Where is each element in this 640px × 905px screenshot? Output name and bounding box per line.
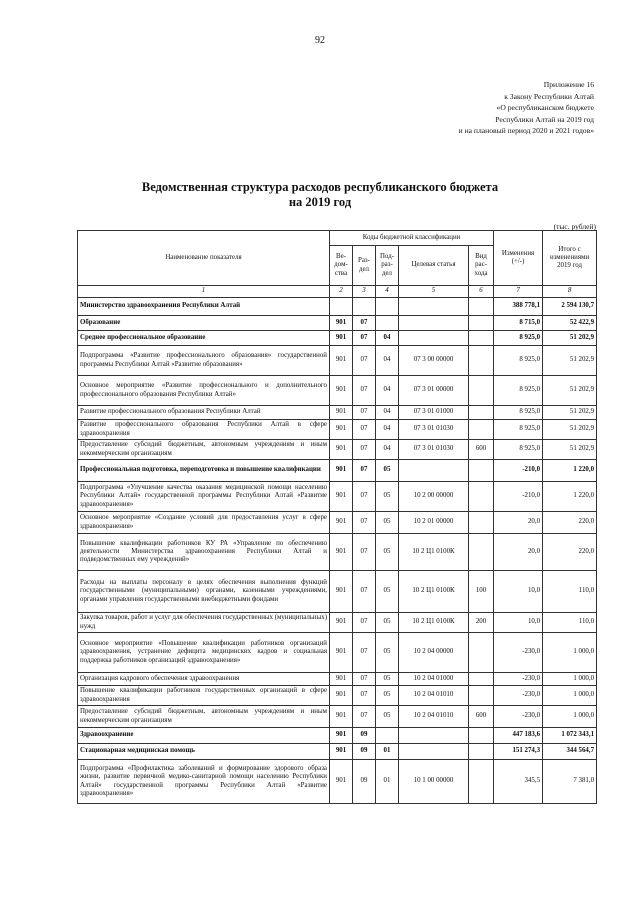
table-row [78,298,597,316]
appendix-line: и на плановый период 2020 и 2021 годов» [458,126,594,136]
row-change: -230,0 [494,706,543,728]
column-index: 2 [330,286,353,298]
table-row [78,686,597,706]
row-target-code [399,331,469,346]
table-row [78,376,597,406]
row-name: Профессиональная подготовка, переподготовка и повышение квалификации [78,460,330,482]
table-row [78,406,597,420]
row-name: Образование [78,316,330,331]
row-target-code: 10 2 04 01010 [399,706,469,728]
row-target-code: 07 3 01 01000 [399,406,469,420]
row-ved-code: 901 [330,346,353,376]
row-razdel-code: 07 [353,406,376,420]
row-razdel-code: 07 [353,376,376,406]
table-row [78,673,597,686]
row-vid-code [469,331,494,346]
row-name: Министерство здравоохранения Республики Алтай [78,298,330,316]
row-change: 8 925,0 [494,420,543,440]
row-total: 1 000,0 [543,686,597,706]
row-total: 51 202,9 [543,406,597,420]
row-podrazdel-code: 04 [376,346,399,376]
row-target-code: 07 3 01 01030 [399,420,469,440]
row-target-code [399,744,469,760]
row-name: Основное мероприятие «Развитие профессионального и дополнительного профессионального образования Республики Алтай» [78,376,330,406]
row-name: Подпрограмма «Улучшение качества оказания медицинской помощи населению Республики Алтай» государственной программы Республики Алтай «Развитие здравоохранения» [78,482,330,512]
row-ved-code: 901 [330,728,353,744]
table-row [78,706,597,728]
row-razdel-code: 09 [353,728,376,744]
row-podrazdel-code: 05 [376,571,399,613]
row-change: 447 183,6 [494,728,543,744]
row-target-code [399,728,469,744]
row-razdel-code: 07 [353,686,376,706]
table-row [78,482,597,512]
column-index: 4 [376,286,399,298]
row-total: 1 000,0 [543,673,597,686]
header-codes: Коды бюджетной классификации [330,231,494,246]
row-total: 1 000,0 [543,706,597,728]
row-target-code: 10 1 00 00000 [399,760,469,804]
row-ved-code: 901 [330,482,353,512]
row-target-code: 10 2 04 01000 [399,673,469,686]
table-row [78,613,597,633]
row-target-code: 07 3 00 00000 [399,346,469,376]
row-change: 10,0 [494,571,543,613]
row-change: 8 925,0 [494,331,543,346]
row-vid-code [469,744,494,760]
table-row [78,346,597,376]
appendix-note [459,79,594,137]
row-ved-code: 901 [330,744,353,760]
row-podrazdel-code: 04 [376,376,399,406]
row-podrazdel-code: 04 [376,331,399,346]
table-row [78,571,597,613]
row-total: 51 202,9 [543,346,597,376]
row-vid-code: 600 [469,440,494,460]
row-target-code: 07 3 01 00000 [399,376,469,406]
row-target-code: 10 2 Ц1 0100К [399,613,469,633]
page-number: 92 [315,35,325,46]
column-index: 7 [494,286,543,298]
row-podrazdel-code: 05 [376,482,399,512]
row-total: 220,0 [543,534,597,571]
row-name: Здравоохранение [78,728,330,744]
header-target: Целевая статья [399,246,469,286]
row-ved-code [330,298,353,316]
row-target-code [399,298,469,316]
row-vid-code [469,298,494,316]
appendix-line: Приложение 16 [543,80,594,89]
row-name: Предоставление субсидий бюджетным, автономным учреждениям и иным некоммерческим организациям [78,440,330,460]
row-ved-code: 901 [330,686,353,706]
row-vid-code [469,512,494,534]
row-total: 220,0 [543,512,597,534]
row-name: Закупка товаров, работ и услуг для обеспечения государственных (муниципальных) нужд [78,613,330,633]
row-ved-code: 901 [330,420,353,440]
units-label: (тыс. рублей) [553,222,596,231]
appendix-line: «О республиканском бюджете [496,103,594,113]
title-line: на 2019 год [288,195,352,209]
row-vid-code: 100 [469,571,494,613]
row-vid-code [469,534,494,571]
row-change: -210,0 [494,482,543,512]
header-total: Итого с изменениями 2019 год [543,231,597,286]
row-name: Основное мероприятие «Повышение квалификации работников организаций здравоохранения, устранение дефицита медицинских кадров и социальная поддержка работников организаций здравоохранения» [78,633,330,673]
row-podrazdel-code: 04 [376,440,399,460]
row-vid-code [469,376,494,406]
column-index: 3 [353,286,376,298]
row-name: Повышение квалификации работников государственных организаций в сфере здравоохранения [78,686,330,706]
appendix-line: к Закону Республики Алтай [504,91,594,101]
header-razdel: Раз-дел [353,246,376,286]
row-razdel-code: 07 [353,706,376,728]
row-change: 151 274,3 [494,744,543,760]
table-row [78,760,597,804]
row-razdel-code: 07 [353,534,376,571]
row-ved-code: 901 [330,571,353,613]
row-total: 1 000,0 [543,633,597,673]
row-razdel-code: 07 [353,673,376,686]
row-target-code: 10 2 04 00000 [399,633,469,673]
row-razdel-code: 07 [353,346,376,376]
table-row [78,420,597,440]
header-vid: Вид рас-хода [469,246,494,286]
column-index: 8 [543,286,597,298]
row-change: -230,0 [494,633,543,673]
row-razdel-code: 07 [353,460,376,482]
row-ved-code: 901 [330,633,353,673]
row-podrazdel-code: 01 [376,760,399,804]
row-change: 8 925,0 [494,406,543,420]
row-podrazdel-code: 05 [376,673,399,686]
row-ved-code: 901 [330,440,353,460]
row-ved-code: 901 [330,460,353,482]
row-podrazdel-code [376,316,399,331]
row-razdel-code [353,298,376,316]
table-row [78,331,597,346]
row-ved-code: 901 [330,760,353,804]
budget-table [77,230,597,804]
row-ved-code: 901 [330,512,353,534]
row-ved-code: 901 [330,376,353,406]
row-podrazdel-code: 05 [376,686,399,706]
row-vid-code [469,316,494,331]
row-razdel-code: 09 [353,760,376,804]
row-change: 20,0 [494,512,543,534]
document-title [0,180,640,210]
row-total: 51 202,9 [543,440,597,460]
row-podrazdel-code: 01 [376,744,399,760]
column-index: 6 [469,286,494,298]
row-name: Организация кадрового обеспечения здравоохранения [78,673,330,686]
row-razdel-code: 07 [353,482,376,512]
header-ved: Ве-дом-ства [330,246,353,286]
row-change: 10,0 [494,613,543,633]
row-ved-code: 901 [330,706,353,728]
header-podrazdel: Под-раз-дел [376,246,399,286]
row-razdel-code: 07 [353,613,376,633]
row-podrazdel-code [376,728,399,744]
row-total: 51 202,9 [543,376,597,406]
row-target-code [399,316,469,331]
column-index: 5 [399,286,469,298]
row-total: 1 220,0 [543,482,597,512]
row-razdel-code: 07 [353,571,376,613]
row-change: 8 925,0 [494,376,543,406]
row-ved-code: 901 [330,316,353,331]
row-total: 110,0 [543,571,597,613]
row-vid-code [469,482,494,512]
row-name: Подпрограмма «Профилактика заболеваний и формирование здорового образа жизни, развитие первичной медико-санитарной помощи населению Республики Алтай» государственной программы Республики Алтай «Развитие здравоохранения» [78,760,330,804]
row-name: Стационарная медицинская помощь [78,744,330,760]
row-podrazdel-code: 05 [376,633,399,673]
row-total: 2 594 130,7 [543,298,597,316]
row-vid-code [469,728,494,744]
row-name: Расходы на выплаты персоналу в целях обеспечения выполнения функций государственными (муниципальными) органами, казенными учреждениями, органами управления государственными внебюджетными фондами [78,571,330,613]
row-razdel-code: 07 [353,316,376,331]
row-ved-code: 901 [330,534,353,571]
row-vid-code [469,633,494,673]
row-vid-code [469,406,494,420]
row-name: Среднее профессиональное образование [78,331,330,346]
row-podrazdel-code: 05 [376,706,399,728]
row-target-code: 10 2 01 00000 [399,512,469,534]
column-index-row [78,286,597,298]
row-razdel-code: 07 [353,440,376,460]
row-change: -230,0 [494,673,543,686]
title-line: Ведомственная структура расходов республиканского бюджета [141,180,499,194]
row-change: 20,0 [494,534,543,571]
table-row [78,512,597,534]
row-podrazdel-code: 04 [376,406,399,420]
column-index: 1 [78,286,330,298]
row-name: Подпрограмма «Развитие профессионального образования» государственной программы Республики Алтай «Развитие образования» [78,346,330,376]
row-total: 344 564,7 [543,744,597,760]
row-podrazdel-code: 04 [376,420,399,440]
row-ved-code: 901 [330,673,353,686]
row-total: 110,0 [543,613,597,633]
row-vid-code [469,460,494,482]
row-change: 8 925,0 [494,440,543,460]
header-name: Наименование показателя [78,231,330,286]
row-podrazdel-code: 05 [376,534,399,571]
row-razdel-code: 09 [353,744,376,760]
row-target-code: 10 2 Ц1 0100К [399,534,469,571]
table-row [78,744,597,760]
table-row [78,440,597,460]
row-razdel-code: 07 [353,633,376,673]
row-total: 1 220,0 [543,460,597,482]
row-podrazdel-code: 05 [376,613,399,633]
row-podrazdel-code [376,298,399,316]
row-target-code: 10 2 Ц1 0100К [399,571,469,613]
row-ved-code: 901 [330,406,353,420]
row-change: 8 715,0 [494,316,543,331]
row-name: Развитие профессионального образования Республики Алтай в сфере здравоохранения [78,420,330,440]
row-target-code: 10 2 00 00000 [399,482,469,512]
row-name: Повышение квалификации работников КУ РА «Управление по обеспечению деятельности Министерства здравоохранения Республики Алтай и подведомственных ему учреждений» [78,534,330,571]
table-row [78,316,597,331]
row-ved-code: 901 [330,613,353,633]
table-row [78,728,597,744]
row-razdel-code: 07 [353,512,376,534]
table-row [78,534,597,571]
row-vid-code [469,760,494,804]
row-target-code [399,460,469,482]
row-name: Предоставление субсидий бюджетным, автономным учреждениям и иным некоммерческим организациям [78,706,330,728]
row-vid-code: 600 [469,706,494,728]
row-change: -230,0 [494,686,543,706]
row-podrazdel-code: 05 [376,512,399,534]
row-name: Основное мероприятие «Создание условий для предоставления услуг в сфере здравоохранения» [78,512,330,534]
row-podrazdel-code: 05 [376,460,399,482]
table-row [78,633,597,673]
row-vid-code [469,346,494,376]
row-target-code: 10 2 04 01010 [399,686,469,706]
row-total: 7 381,0 [543,760,597,804]
table-row [78,460,597,482]
row-razdel-code: 07 [353,420,376,440]
row-change: 345,5 [494,760,543,804]
appendix-line: Республики Алтай на 2019 год [495,114,594,124]
row-name: Развитие профессионального образования Республики Алтай [78,406,330,420]
row-change: -210,0 [494,460,543,482]
row-vid-code: 200 [469,613,494,633]
row-total: 51 202,9 [543,420,597,440]
row-change: 388 778,1 [494,298,543,316]
row-total: 1 072 343,1 [543,728,597,744]
row-total: 52 422,9 [543,316,597,331]
row-target-code: 07 3 01 01030 [399,440,469,460]
row-change: 8 925,0 [494,346,543,376]
row-vid-code [469,686,494,706]
row-razdel-code: 07 [353,331,376,346]
row-total: 51 202,9 [543,331,597,346]
table-body [78,298,597,804]
header-change: Изменения (+/-) [494,231,543,286]
row-vid-code [469,673,494,686]
row-vid-code [469,420,494,440]
row-ved-code: 901 [330,331,353,346]
